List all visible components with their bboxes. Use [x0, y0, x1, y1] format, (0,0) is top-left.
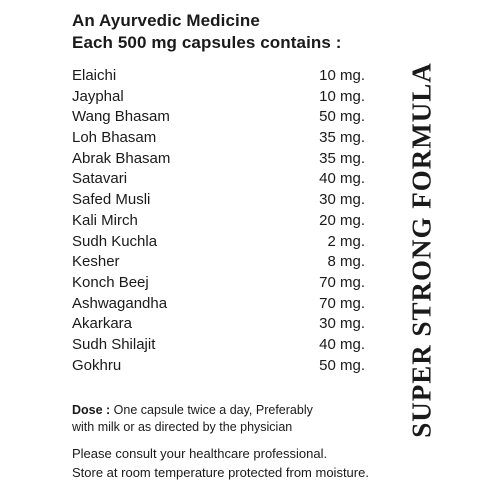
- ingredient-row: [72, 252, 365, 273]
- ingredient-quantity: 40 mg.: [319, 335, 365, 353]
- storage-note: Store at room temperature protected from moisture.: [72, 465, 369, 480]
- ingredient-quantity: 30 mg.: [319, 315, 365, 333]
- ingredient-name: Akarkara: [72, 315, 133, 333]
- ingredient-name: Konch Beej: [72, 273, 149, 291]
- ingredient-quantity: 50 mg.: [319, 108, 365, 126]
- dose-text-2: with milk or as directed by the physician: [72, 420, 293, 434]
- ingredient-name: Sudh Shilajit: [72, 335, 156, 353]
- ingredient-row: [72, 273, 365, 294]
- ingredient-quantity: 40 mg.: [319, 170, 365, 188]
- ingredient-name: Abrak Bhasam: [72, 149, 171, 167]
- ingredient-name: Kesher: [72, 253, 120, 271]
- ingredient-name: Safed Musli: [72, 191, 151, 209]
- ingredient-row: [72, 314, 365, 335]
- ingredient-name: Loh Bhasam: [72, 129, 157, 147]
- ingredient-quantity: 2 mg.: [327, 232, 365, 250]
- dosage-instructions: [72, 402, 382, 436]
- ingredient-name: Elaichi: [72, 67, 117, 84]
- ingredient-quantity: 10 mg.: [319, 67, 365, 84]
- ingredient-row: [72, 169, 365, 190]
- ingredient-row: [72, 190, 365, 211]
- ingredient-list: [72, 66, 365, 376]
- consult-note: Please consult your healthcare professional.: [72, 446, 328, 461]
- ingredient-quantity: 8 mg.: [327, 253, 365, 271]
- ingredient-name: Gokhru: [72, 356, 122, 374]
- composition-heading: Each 500 mg capsules contains :: [72, 33, 342, 52]
- ingredient-row: [72, 107, 365, 128]
- dosage-line-1: [72, 402, 382, 419]
- super-strong-formula-text: SUPER STRONG FORMULA: [406, 62, 437, 438]
- ingredient-quantity: 70 mg.: [319, 294, 365, 312]
- ingredient-name: Kali Mirch: [72, 211, 138, 229]
- ingredient-quantity: 50 mg.: [319, 356, 365, 374]
- ingredient-row: [72, 356, 365, 377]
- ingredient-quantity: 35 mg.: [319, 149, 365, 167]
- ingredient-row: [72, 87, 365, 108]
- ingredient-row: [72, 232, 365, 253]
- label-header: [72, 10, 402, 54]
- ingredient-name: Jayphal: [72, 87, 124, 105]
- ingredient-quantity: 20 mg.: [319, 211, 365, 229]
- ingredient-quantity: 30 mg.: [319, 191, 365, 209]
- ingredient-row: [72, 66, 365, 87]
- ingredient-row: [72, 128, 365, 149]
- ingredient-name: Ashwagandha: [72, 294, 168, 312]
- ingredient-name: Wang Bhasam: [72, 108, 170, 126]
- ingredient-quantity: 35 mg.: [319, 129, 365, 147]
- ingredient-row: [72, 211, 365, 232]
- dose-label: Dose :: [72, 403, 111, 417]
- ingredient-row: [72, 335, 365, 356]
- ingredient-name: Sudh Kuchla: [72, 232, 158, 250]
- advisory-notes: [72, 444, 382, 482]
- side-banner: [402, 60, 442, 440]
- medicine-type-heading: An Ayurvedic Medicine: [72, 11, 260, 30]
- ingredient-row: [72, 294, 365, 315]
- ingredient-row: [72, 149, 365, 170]
- ingredient-name: Satavari: [72, 170, 128, 188]
- dose-text-1: One capsule twice a day, Preferably: [110, 403, 313, 417]
- ingredient-quantity: 70 mg.: [319, 273, 365, 291]
- ingredient-quantity: 10 mg.: [319, 87, 365, 105]
